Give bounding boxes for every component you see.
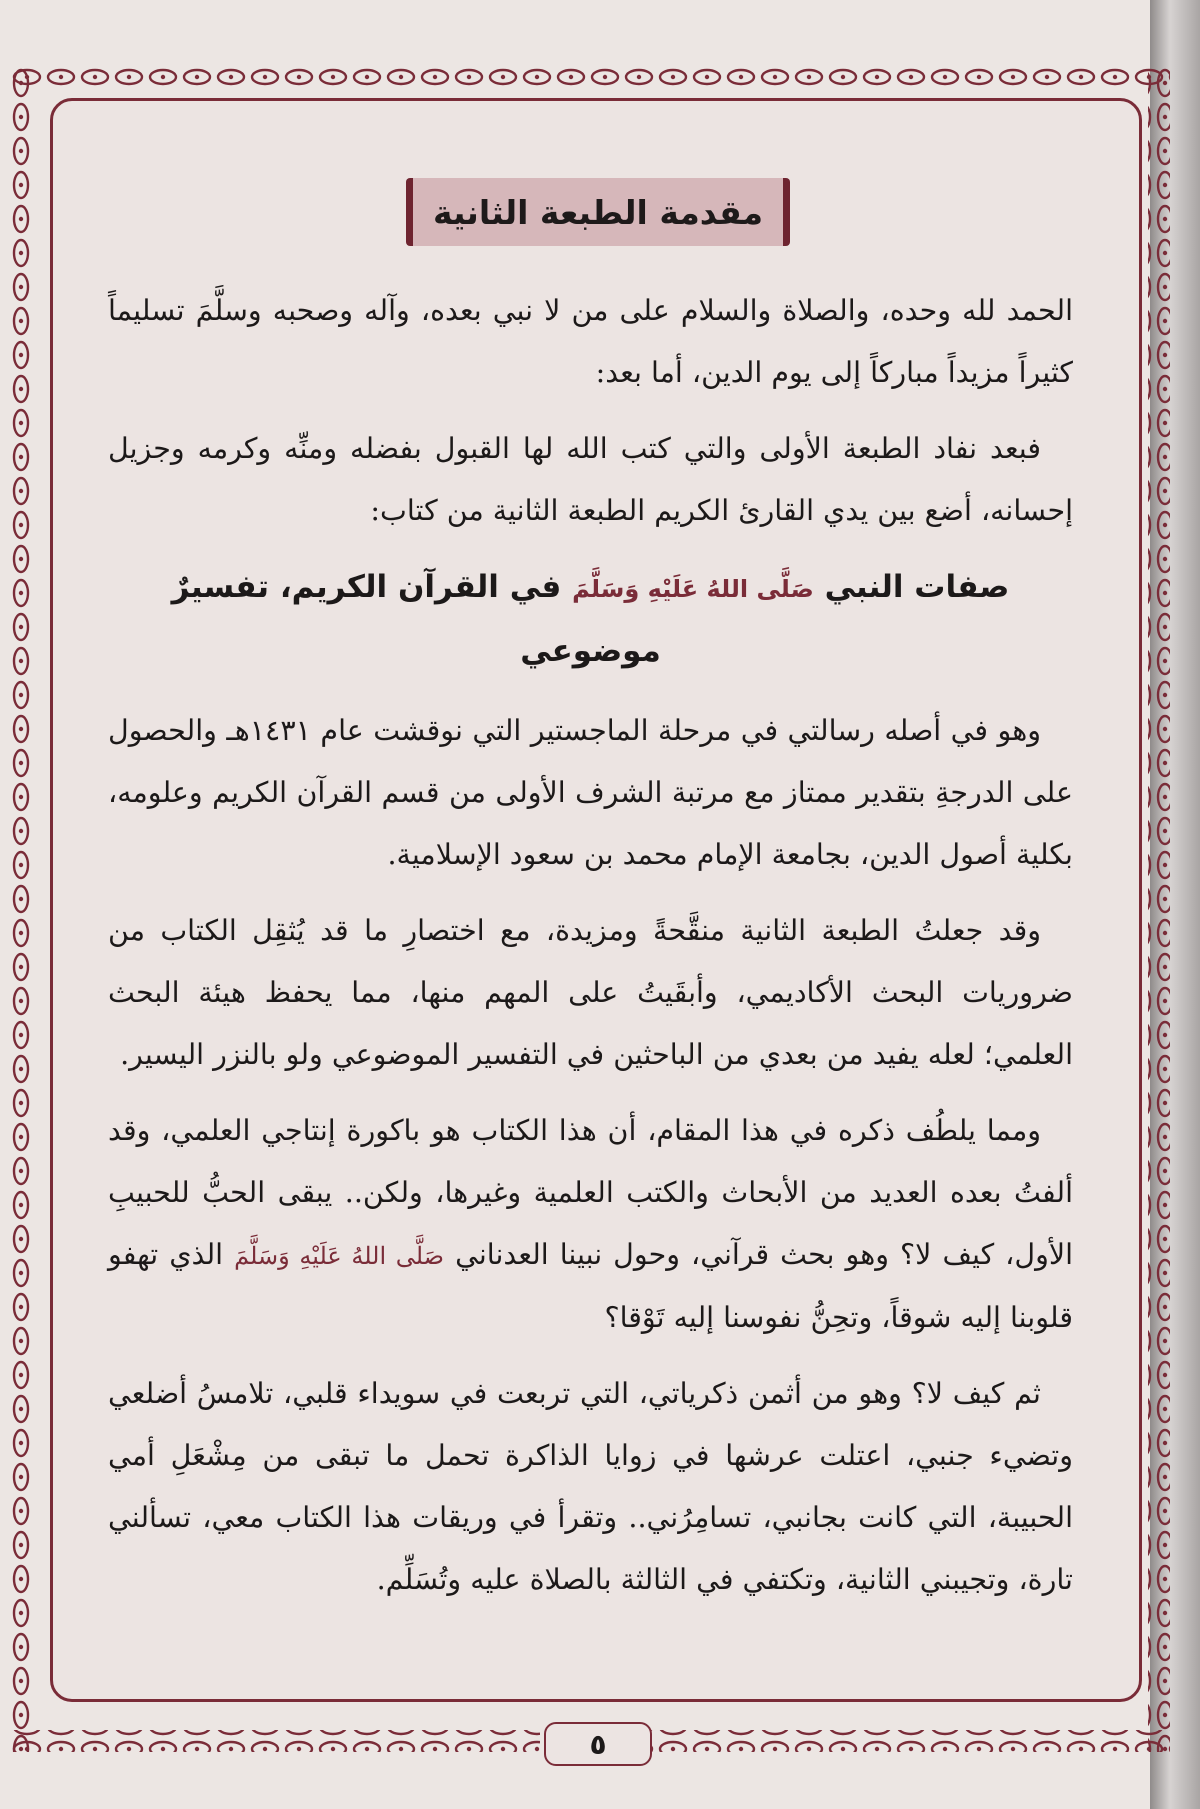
section-heading: مقدمة الطبعة الثانية (432, 192, 764, 232)
book-title (108, 556, 1073, 682)
section-heading-box (406, 178, 790, 246)
body-text (108, 280, 1073, 1625)
paragraph-second-edition: فبعد نفاد الطبعة الأولى والتي كتب الله لها القبول بفضله ومنِّه وكرمه وجزيل إحسانه، أضع بين يدي القارئ الكريم الطبعة الثانية من كتاب: (108, 432, 1073, 527)
paragraph-thesis: وهو في أصله رسالتي في مرحلة الماجستير التي نوقشت عام ١٤٣١هـ والحصول على الدرجةِ بتقدير ممتاز مع مرتبة الشرف الأولى من قسم القرآن الكريم وعلومه، بكلية أصول الدين، بجامعة الإمام محمد بن سعود الإسلامية. (108, 714, 1073, 871)
paragraph-first-work-pre: ومما يلطُف ذكره في هذا المقام، أن هذا الكتاب هو باكورة إنتاجي العلمي، وقد ألفتُ بعده العديد من الأبحاث والكتب العلمية وغيرها، ولكن.. يبقى الحبُّ للحبيبِ الأول، كيف لا؟ وهو بحث قرآني، وحول نبينا العدناني (108, 1114, 1073, 1271)
paragraph-first-work (108, 1100, 1073, 1349)
border-bottom-right (650, 1730, 1170, 1752)
book-title-pre: صفات النبي (824, 569, 1010, 605)
paragraph-first-work-post: الذي تهفو قلوبنا إليه شوقاً، وتحِنُّ نفوسنا إليه تَوْقا؟ (108, 1238, 1073, 1334)
page-number: ٥ (544, 1722, 652, 1766)
border-left (10, 66, 32, 1752)
paragraph-opening: الحمد لله وحده، والصلاة والسلام على من لا نبي بعده، وآله وصحبه وسلَّمَ تسليماً كثيراً مزيداً مباركاً إلى يوم الدين، أما بعد: (108, 294, 1073, 389)
paragraph-revision: وقد جعلتُ الطبعة الثانية منقَّحةً ومزيدة، مع اختصارِ ما قد يُثقِل الكتاب من ضروريات البحث الأكاديمي، وأبقَيتُ على المهم منها، مما يحفظ هيئة البحث العلمي؛ لعله يفيد من بعدي من الباحثين في التفسير الموضوعي ولو بالنزر اليسير. (108, 914, 1073, 1071)
border-top (10, 66, 1170, 88)
border-bottom-left (10, 1730, 540, 1752)
book-title-post: في القرآن الكريم، تفسيرٌ موضوعي (171, 569, 661, 669)
honorific-glyph-2: صَلَّى اللهُ عَلَيْهِ وَسَلَّمَ (234, 1242, 445, 1270)
paragraph-memories: ثم كيف لا؟ وهو من أثمن ذكرياتي، التي تربعت في سويداء قلبي، تلامسُ أضلعي وتضيء جنبي، اعتلت عرشها في زوايا الذاكرة تحمل ما تبقى من مِشْعَلِ أمي الحبيبة، التي كانت بجانبي، تسامِرُني.. وتقرأ في وريقات هذا الكتاب معي، تسألني تارة، وتجيبني الثانية، وتكتفي في الثالثة بالصلاة عليه وتُسَلِّم. (108, 1377, 1073, 1596)
honorific-glyph: صَلَّى اللهُ عَلَيْهِ وَسَلَّمَ (572, 575, 814, 603)
border-right (1148, 66, 1170, 1752)
